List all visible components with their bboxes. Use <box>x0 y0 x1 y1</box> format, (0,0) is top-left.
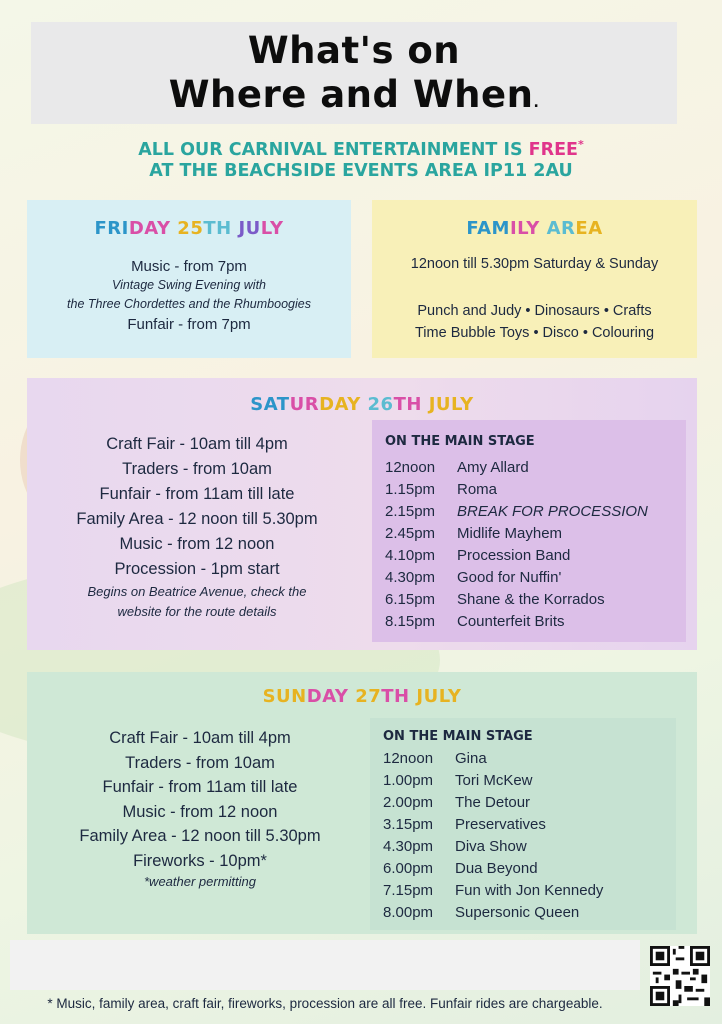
schedule-act: Midlife Mayhem <box>457 525 563 542</box>
sunday-schedule-row <box>383 858 603 880</box>
schedule-act: Procession Band <box>457 547 571 564</box>
saturday-schedule-row <box>385 457 648 479</box>
saturday-family-area: Family Area - 12 noon till 5.30pm <box>76 510 318 528</box>
schedule-act: Tori McKew <box>455 772 533 789</box>
saturday-schedule-row <box>385 611 648 633</box>
schedule-time: 4.30pm <box>383 838 434 855</box>
footnote: * Music, family area, craft fair, fireworks, procession are all free. Funfair rides are chargeable. <box>47 996 603 1011</box>
tagline-line-1: ALL OUR CARNIVAL ENTERTAINMENT IS FREE* <box>138 138 584 160</box>
saturday-section <box>27 378 697 650</box>
saturday-schedule-row <box>385 479 648 501</box>
saturday-note-line-2: website for the route details <box>117 604 277 619</box>
family-activities <box>372 300 697 344</box>
sunday-schedule-row <box>383 902 603 924</box>
title-line-1: What's on <box>247 29 461 72</box>
schedule-time: 2.00pm <box>383 794 434 811</box>
sunday-fireworks: Fireworks - 10pm* <box>133 851 267 870</box>
saturday-schedule-row <box>385 589 648 611</box>
sunday-schedule-row <box>383 880 603 902</box>
schedule-time: 3.15pm <box>383 816 434 833</box>
tagline-line-2: AT THE BEACHSIDE EVENTS AREA IP11 2AU <box>149 161 573 181</box>
sunday-schedule-row <box>383 836 603 858</box>
sunday-weather-note: *weather permitting <box>144 874 256 889</box>
schedule-act: Good for Nuffin' <box>457 569 562 586</box>
friday-event-line-1: Vintage Swing Evening with <box>111 278 267 292</box>
saturday-heading: SATURDAY 26TH JULY <box>250 394 474 415</box>
saturday-schedule-row <box>385 567 648 589</box>
schedule-act: Counterfeit Brits <box>457 613 565 630</box>
schedule-act: Amy Allard <box>457 459 529 476</box>
sunday-schedule-row <box>383 814 603 836</box>
sunday-details <box>27 726 373 891</box>
sunday-craft-fair: Craft Fair - 10am till 4pm <box>109 729 291 747</box>
sunday-schedule-row <box>383 792 603 814</box>
sunday-section <box>27 672 697 934</box>
saturday-procession: Procession - 1pm start <box>114 560 280 578</box>
schedule-act: Dua Beyond <box>455 860 538 877</box>
title-banner <box>31 22 677 124</box>
family-hours: 12noon till 5.30pm Saturday & Sunday <box>410 256 659 272</box>
sunday-schedule-row <box>383 770 603 792</box>
schedule-time: 1.15pm <box>385 481 436 498</box>
family-area-section <box>372 200 697 358</box>
family-activities-line-2: Time Bubble Toys • Disco • Colouring <box>414 325 655 341</box>
schedule-time: 6.15pm <box>385 591 436 608</box>
saturday-music: Music - from 12 noon <box>119 535 275 553</box>
schedule-time: 4.10pm <box>385 547 436 564</box>
sunday-schedule-row <box>383 748 603 770</box>
schedule-time: 8.00pm <box>383 904 434 921</box>
family-heading: FAMILY AREA <box>466 218 603 239</box>
schedule-time: 4.30pm <box>385 569 436 586</box>
schedule-act: Preservatives <box>455 816 546 833</box>
schedule-act: Gina <box>455 750 487 767</box>
family-activities-line-1: Punch and Judy • Dinosaurs • Crafts <box>417 303 652 319</box>
friday-event-line-2: the Three Chordettes and the Rhumboogies <box>67 297 311 311</box>
schedule-act: Fun with Jon Kennedy <box>455 882 604 899</box>
title-line-2: Where and When. <box>168 73 540 116</box>
saturday-note-line-1: Begins on Beatrice Avenue, check the <box>87 584 307 599</box>
saturday-schedule-row <box>385 501 648 523</box>
sunday-heading: SUNDAY 27TH JULY <box>262 686 462 707</box>
schedule-time: 12noon <box>383 750 434 767</box>
sunday-music: Music - from 12 noon <box>122 802 278 821</box>
saturday-schedule-row <box>385 545 648 567</box>
saturday-schedule <box>385 457 648 633</box>
schedule-time: 8.15pm <box>385 613 436 630</box>
friday-section <box>27 200 351 358</box>
sunday-stage-title: ON THE MAIN STAGE <box>383 729 533 744</box>
sunday-funfair: Funfair - from 11am till late <box>102 778 298 796</box>
schedule-act: Diva Show <box>455 838 527 855</box>
schedule-act: The Detour <box>455 794 531 811</box>
saturday-stage-title: ON THE MAIN STAGE <box>385 434 535 449</box>
bottom-banner <box>10 940 640 990</box>
schedule-time: 2.15pm <box>385 503 436 520</box>
schedule-time: 12noon <box>385 459 436 476</box>
saturday-funfair: Funfair - from 11am till late <box>99 485 295 503</box>
schedule-act: Supersonic Queen <box>455 904 580 921</box>
sunday-traders: Traders - from 10am <box>125 753 275 772</box>
friday-heading: FRIDAY 25TH JULY <box>94 218 284 239</box>
sunday-family-area: Family Area - 12 noon till 5.30pm <box>79 827 321 845</box>
saturday-schedule-row <box>385 523 648 545</box>
saturday-details <box>27 432 367 622</box>
qr-code-graphic <box>650 946 710 1006</box>
schedule-time: 1.00pm <box>383 772 434 789</box>
friday-details <box>27 258 351 336</box>
sunday-schedule <box>383 748 603 924</box>
saturday-craft-fair: Craft Fair - 10am till 4pm <box>106 435 288 453</box>
schedule-time: 6.00pm <box>383 860 434 877</box>
friday-funfair: Funfair - from 7pm <box>127 316 251 333</box>
schedule-act: Roma <box>457 481 498 498</box>
schedule-act: Shane & the Korrados <box>457 591 605 608</box>
schedule-act: BREAK FOR PROCESSION <box>457 503 648 520</box>
saturday-traders: Traders - from 10am <box>122 460 272 478</box>
friday-music: Music - from 7pm <box>131 258 247 275</box>
schedule-time: 2.45pm <box>385 525 436 542</box>
schedule-time: 7.15pm <box>383 882 434 899</box>
qr-code-icon[interactable] <box>650 946 710 1006</box>
